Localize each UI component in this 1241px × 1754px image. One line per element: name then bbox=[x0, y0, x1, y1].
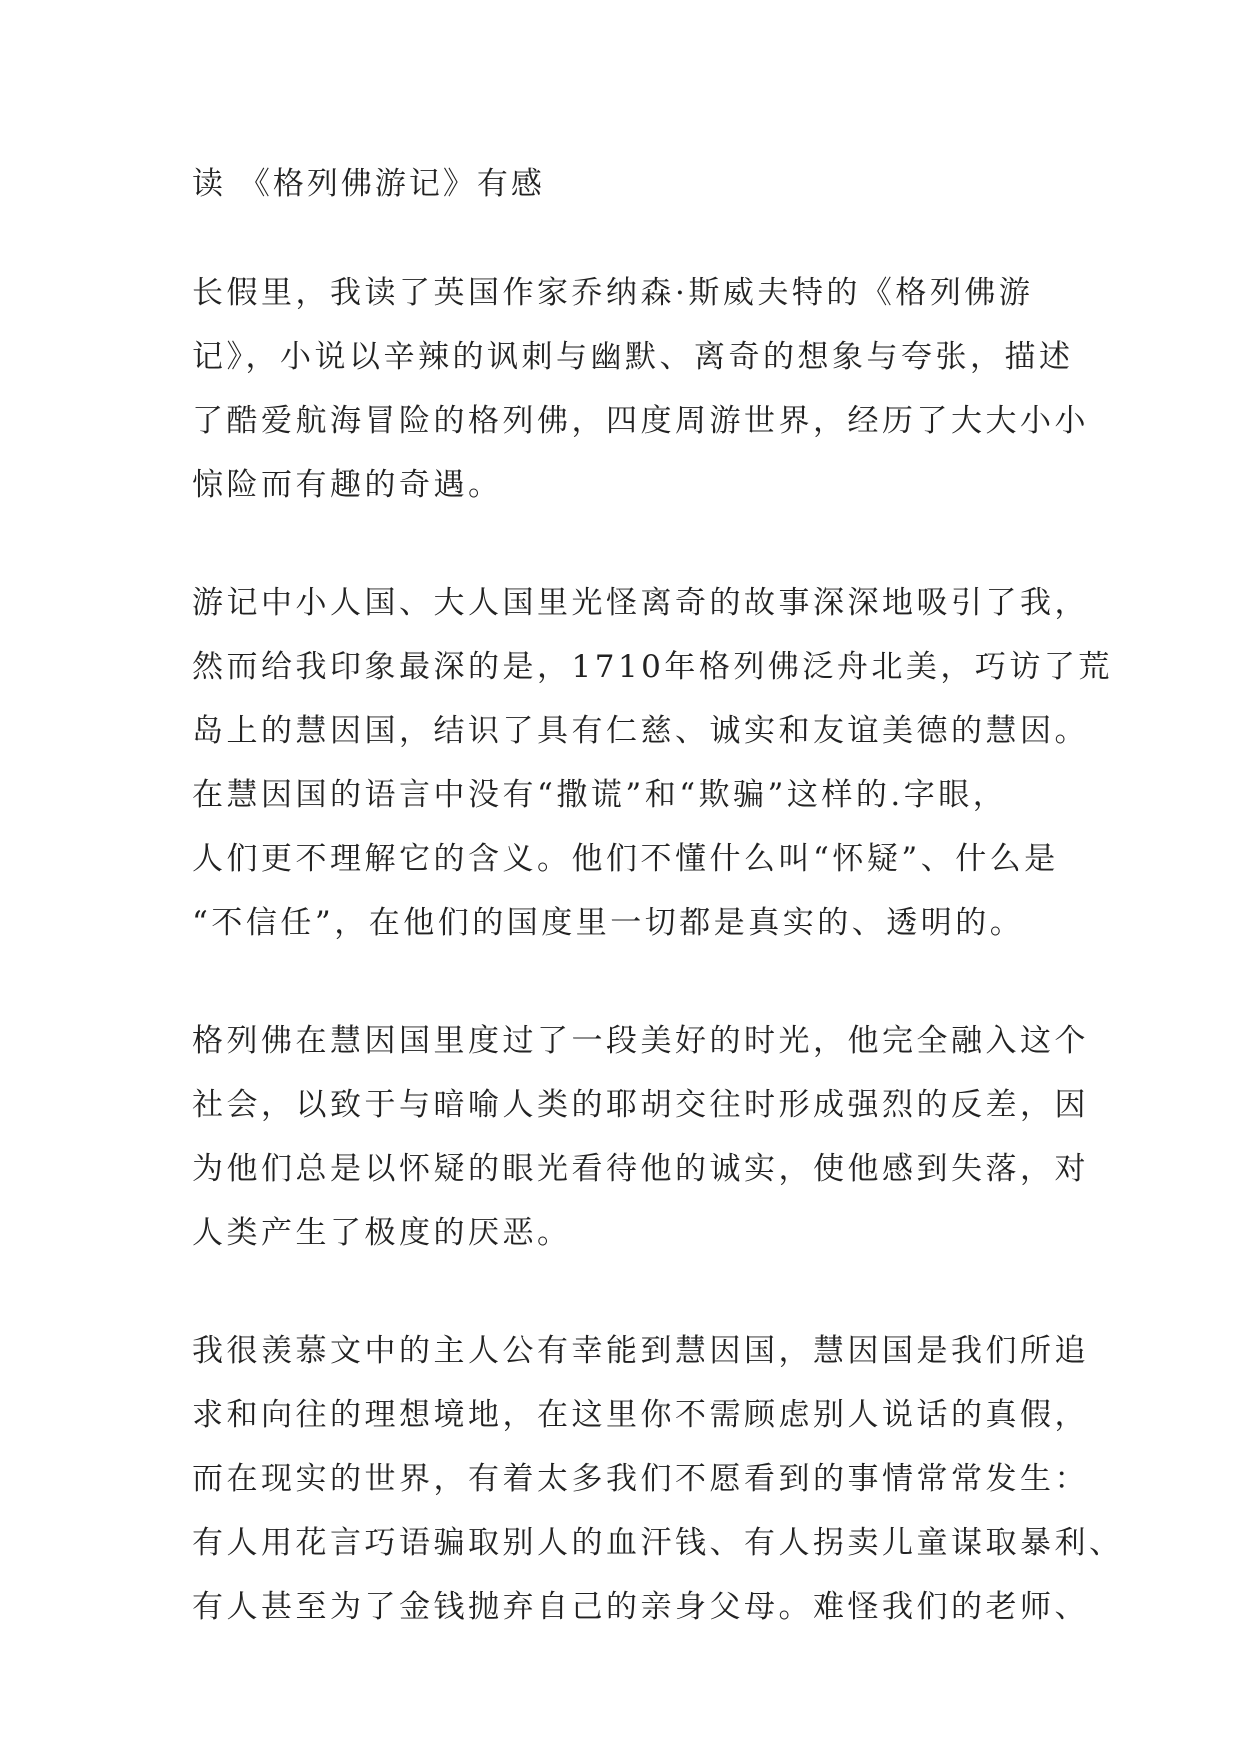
text-line: 人们更不理解它的含义。他们不懂什么叫“怀疑”、什么是 bbox=[192, 841, 1059, 877]
text-line: 而在现实的世界，有着太多我们不愿看到的事情常常发生： bbox=[192, 1461, 1089, 1497]
text-line: “不信任”，在他们的国度里一切都是真实的、透明的。 bbox=[192, 905, 1025, 941]
text-line: 惊险而有趣的奇遇。 bbox=[192, 467, 503, 503]
text-line: 然而给我印象最深的是，1710年格列佛泛舟北美，巧访了荒 bbox=[192, 649, 1113, 685]
text-line: 格列佛在慧因国里度过了一段美好的时光，他完全融入这个 bbox=[192, 1023, 1089, 1059]
text-line: 了酷爱航海冒险的格列佛，四度周游世界，经历了大大小小 bbox=[192, 403, 1089, 439]
text-line: 在慧因国的语言中没有“撒谎”和“欺骗”这样的.字眼， bbox=[192, 777, 1008, 813]
document-title: 读 《格列佛游记》有感 bbox=[192, 166, 545, 202]
text-line: 有人用花言巧语骗取别人的血汗钱、有人拐卖儿童谋取暴利、 bbox=[192, 1525, 1124, 1561]
document-body bbox=[192, 160, 1124, 1693]
paragraph-1 bbox=[192, 261, 1089, 517]
paragraph-3 bbox=[192, 1009, 1089, 1265]
text-line: 有人甚至为了金钱抛弃自己的亲身父母。难怪我们的老师、 bbox=[192, 1589, 1089, 1625]
text-line: 社会，以致于与暗喻人类的耶胡交往时形成强烈的反差，因 bbox=[192, 1087, 1089, 1123]
text-line: 岛上的慧因国，结识了具有仁慈、诚实和友谊美德的慧因。 bbox=[192, 713, 1089, 749]
text-line: 求和向往的理想境地，在这里你不需顾虑别人说话的真假， bbox=[192, 1397, 1089, 1433]
text-line: 为他们总是以怀疑的眼光看待他的诚实，使他感到失落，对 bbox=[192, 1151, 1089, 1187]
text-line: 我很羡慕文中的主人公有幸能到慧因国，慧因国是我们所追 bbox=[192, 1333, 1089, 1369]
text-line: 记》，小说以辛辣的讽刺与幽默、离奇的想象与夸张，描述 bbox=[192, 339, 1074, 375]
text-line: 人类产生了极度的厌恶。 bbox=[192, 1215, 572, 1251]
text-line: 长假里，我读了英国作家乔纳森·斯威夫特的《格列佛游 bbox=[192, 275, 1034, 311]
paragraph-4 bbox=[192, 1319, 1124, 1639]
text-line: 游记中小人国、大人国里光怪离奇的故事深深地吸引了我， bbox=[192, 585, 1089, 621]
paragraph-2 bbox=[192, 571, 1113, 955]
